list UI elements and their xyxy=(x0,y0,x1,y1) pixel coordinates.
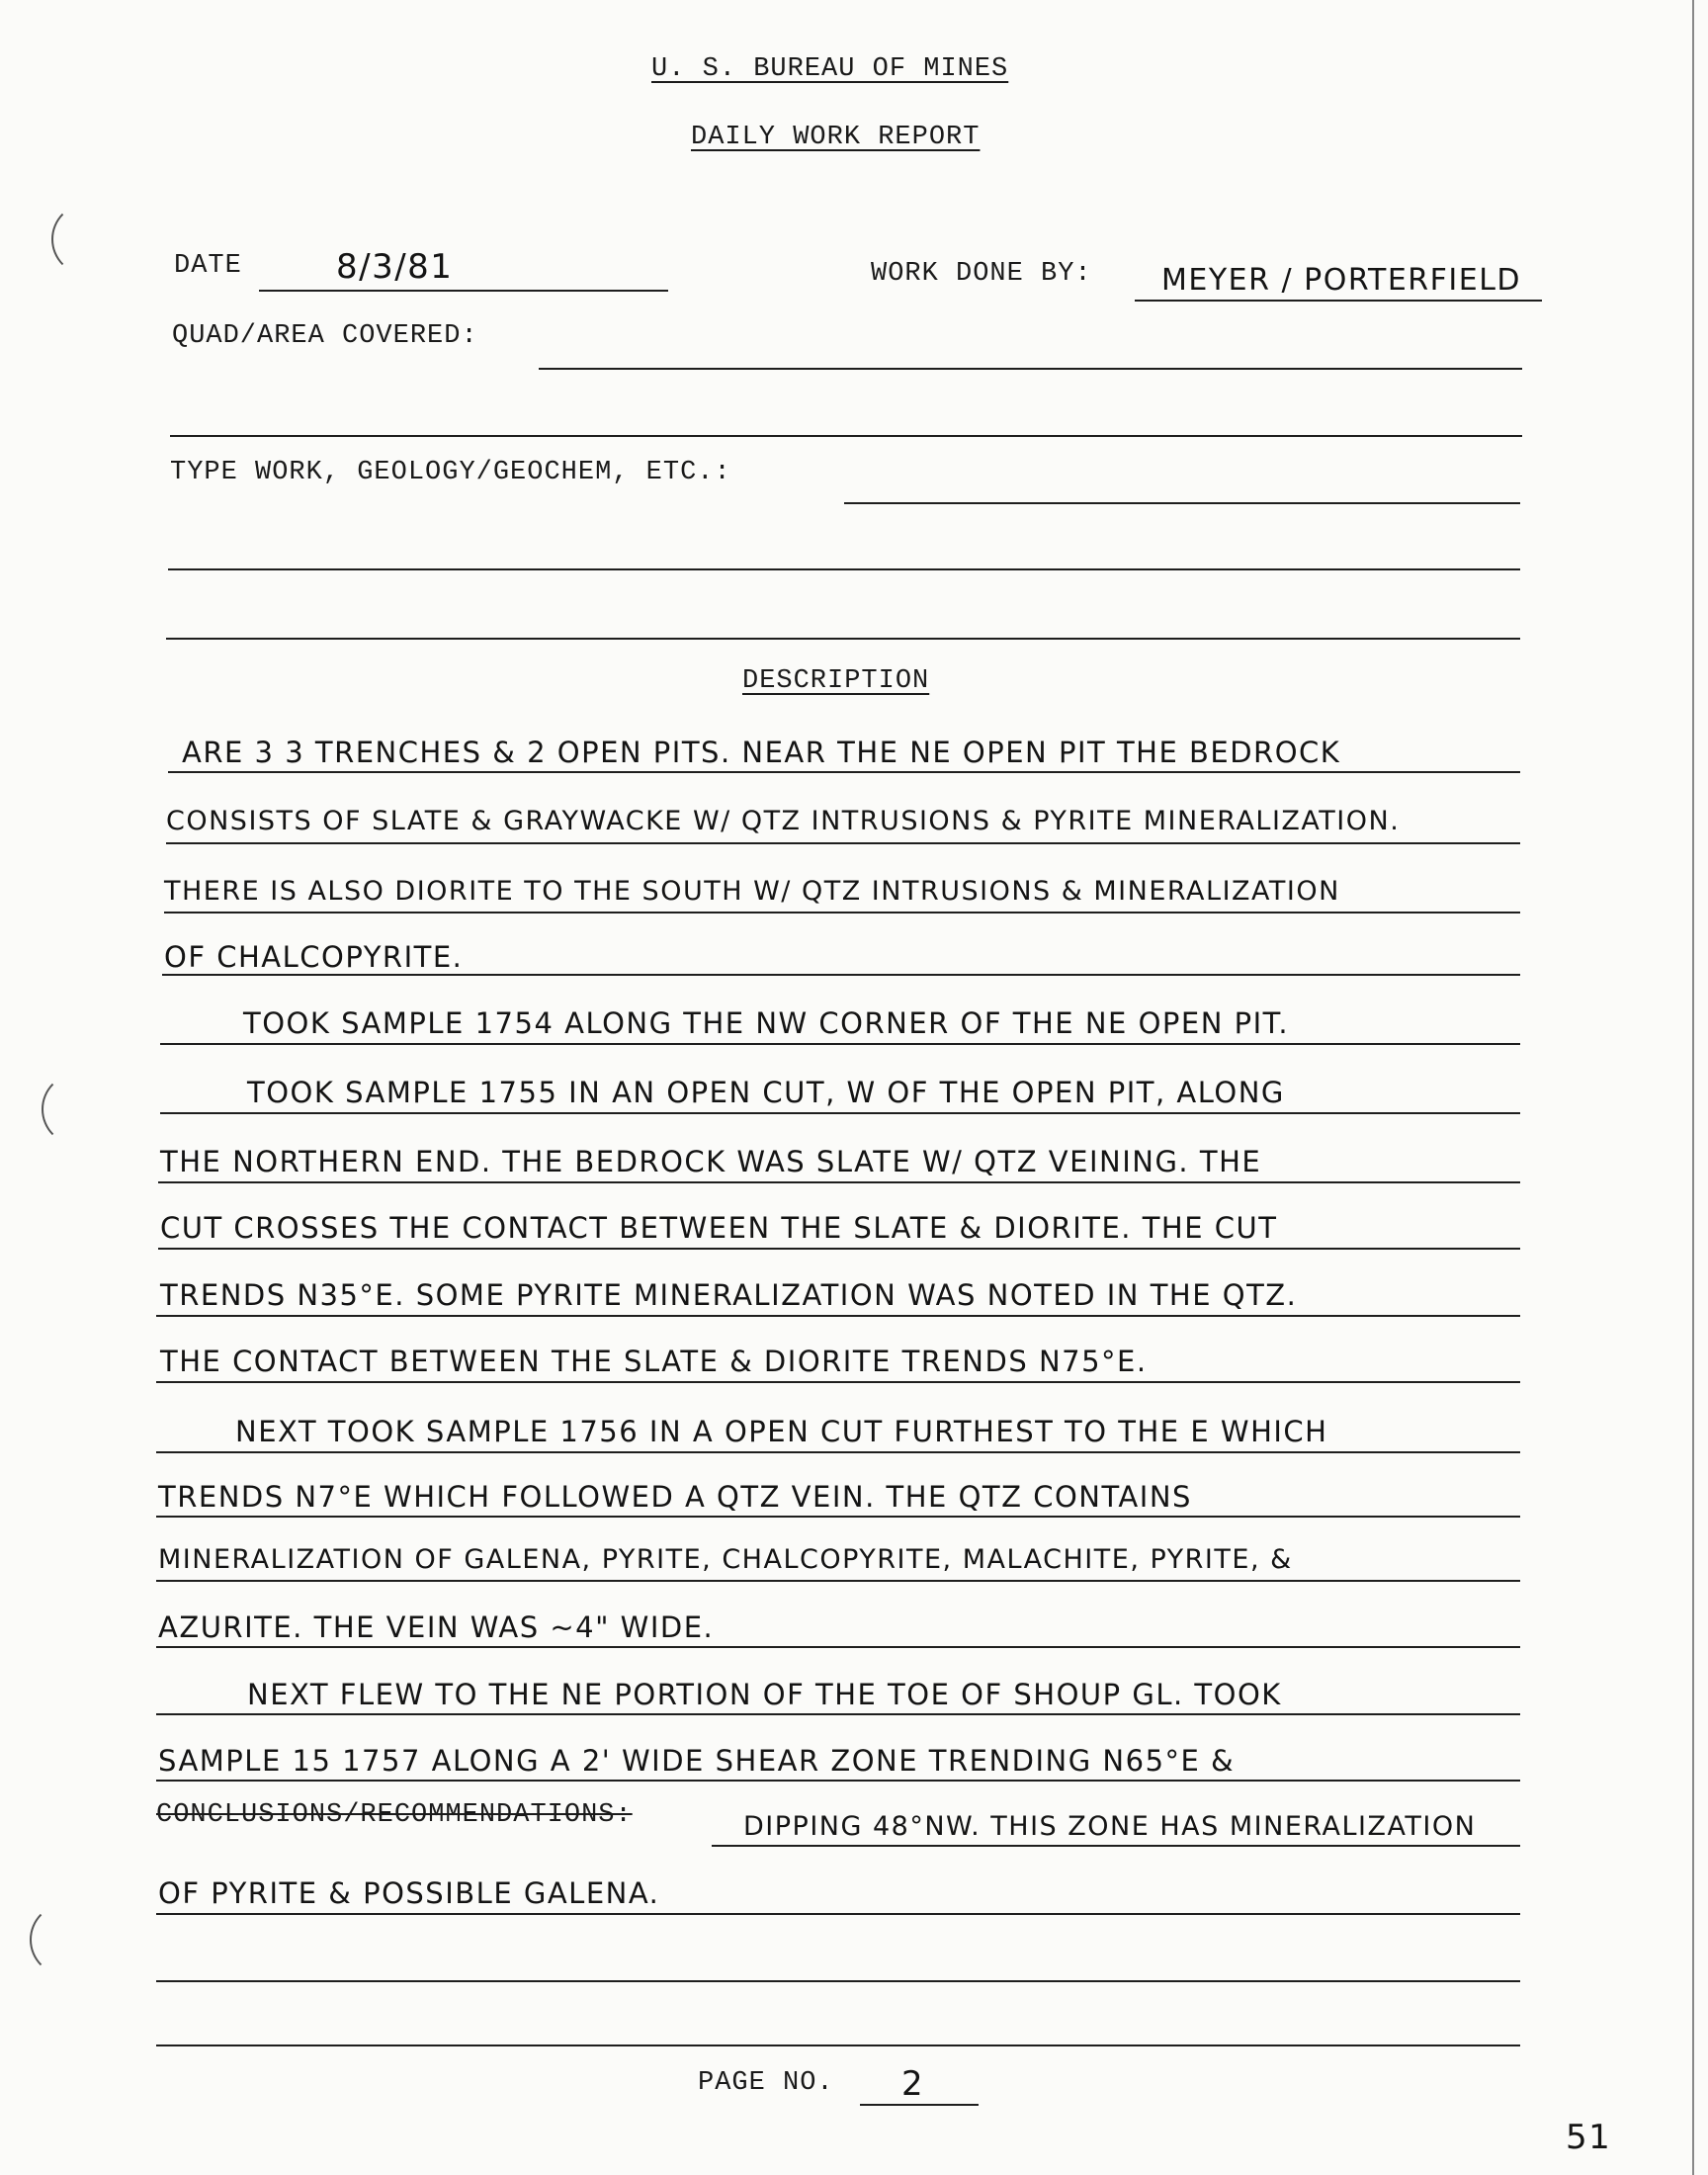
description-rule xyxy=(158,1248,1520,1250)
page-number-line xyxy=(860,2104,979,2106)
type-work-label: TYPE WORK, GEOLOGY/GEOCHEM, ETC.: xyxy=(170,458,731,487)
description-rule xyxy=(156,1381,1520,1383)
conclusions-line-4 xyxy=(156,2044,1520,2046)
description-line: AZURITE. THE VEIN WAS ~4" WIDE. xyxy=(158,1610,715,1644)
description-line: THE CONTACT BETWEEN THE SLATE & DIORITE TRENDS N75°E. xyxy=(160,1345,1148,1378)
description-rule xyxy=(156,1646,1520,1648)
description-line: TRENDS N35°E. SOME PYRITE MINERALIZATION WAS NOTED IN THE QTZ. xyxy=(160,1278,1298,1312)
description-line: TRENDS N7°E WHICH FOLLOWED A QTZ VEIN. THE QTZ CONTAINS xyxy=(158,1480,1192,1514)
binder-hole-top xyxy=(51,203,125,276)
conclusions-label: CONCLUSIONS/RECOMMENDATIONS: xyxy=(156,1800,633,1830)
type-work-line-2 xyxy=(168,568,1520,570)
description-rule xyxy=(156,1580,1520,1582)
description-rule xyxy=(158,1181,1520,1183)
report-title: DAILY WORK REPORT xyxy=(691,123,981,152)
type-work-line-1 xyxy=(844,502,1520,504)
type-work-line-3 xyxy=(166,638,1520,640)
binder-hole-bottom xyxy=(30,1903,103,1976)
work-done-by-label: WORK DONE BY: xyxy=(871,259,1092,289)
description-rule xyxy=(160,1112,1520,1114)
description-line: THERE IS ALSO DIORITE TO THE SOUTH W/ QTZ INTRUSIONS & MINERALIZATION xyxy=(164,876,1340,907)
description-line: SAMPLE 15 1757 ALONG A 2' WIDE SHEAR ZONE TRENDING N65°E & xyxy=(158,1744,1236,1778)
quad-area-line-1 xyxy=(539,368,1522,370)
description-rule xyxy=(156,1451,1520,1453)
description-rule xyxy=(160,1043,1520,1045)
conclusion-line: OF PYRITE & POSSIBLE GALENA. xyxy=(158,1876,660,1910)
binder-hole-middle xyxy=(42,1073,115,1146)
description-line: MINERALIZATION OF GALENA, PYRITE, CHALCOPYRITE, MALACHITE, PYRITE, & xyxy=(158,1544,1293,1575)
date-line xyxy=(259,290,668,292)
description-rule xyxy=(164,912,1520,914)
agency-title: U. S. BUREAU OF MINES xyxy=(651,54,1009,84)
description-line: NEXT FLEW TO THE NE PORTION OF THE TOE OF SHOUP GL. TOOK xyxy=(247,1678,1282,1711)
description-line: THE NORTHERN END. THE BEDROCK WAS SLATE W/ QTZ VEINING. THE xyxy=(160,1145,1262,1178)
description-rule xyxy=(156,1315,1520,1317)
description-rule xyxy=(156,1713,1520,1715)
work-done-by-value: MEYER / PORTERFIELD xyxy=(1161,263,1522,298)
description-rule xyxy=(156,1780,1520,1782)
description-line: OF CHALCOPYRITE. xyxy=(164,940,464,974)
page-number-label: PAGE NO. xyxy=(698,2068,834,2098)
date-label: DATE xyxy=(174,251,242,281)
description-line: CUT CROSSES THE CONTACT BETWEEN THE SLATE & DIORITE. THE CUT xyxy=(160,1211,1278,1245)
description-line: CONSISTS OF SLATE & GRAYWACKE W/ QTZ INTRUSIONS & PYRITE MINERALIZATION. xyxy=(166,806,1401,836)
work-done-by-line xyxy=(1135,300,1542,302)
description-line: ARE 3 3 TRENCHES & 2 OPEN PITS. NEAR THE NE OPEN PIT THE BEDROCK xyxy=(182,736,1341,769)
conclusion-line: DIPPING 48°NW. THIS ZONE HAS MINERALIZATION xyxy=(743,1811,1477,1842)
sheet-number: 51 xyxy=(1566,2118,1612,2157)
page-number-value: 2 xyxy=(901,2064,925,2104)
description-rule xyxy=(168,771,1520,773)
description-line: NEXT TOOK SAMPLE 1756 IN A OPEN CUT FURTHEST TO THE E WHICH xyxy=(235,1415,1328,1448)
description-line: TOOK SAMPLE 1754 ALONG THE NW CORNER OF THE NE OPEN PIT. xyxy=(243,1006,1290,1040)
page-edge xyxy=(1692,0,1694,2175)
conclusions-line-3 xyxy=(156,1980,1520,1982)
date-value: 8/3/81 xyxy=(336,247,454,287)
description-heading: DESCRIPTION xyxy=(742,666,930,696)
conclusions-line-1 xyxy=(712,1845,1520,1847)
description-rule xyxy=(156,1516,1520,1518)
description-rule xyxy=(162,974,1520,976)
quad-area-label: QUAD/AREA COVERED: xyxy=(172,321,478,351)
description-line: TOOK SAMPLE 1755 IN AN OPEN CUT, W OF THE OPEN PIT, ALONG xyxy=(247,1076,1285,1109)
description-rule xyxy=(166,842,1520,844)
conclusions-line-2 xyxy=(156,1913,1520,1915)
quad-area-line-2 xyxy=(170,435,1522,437)
